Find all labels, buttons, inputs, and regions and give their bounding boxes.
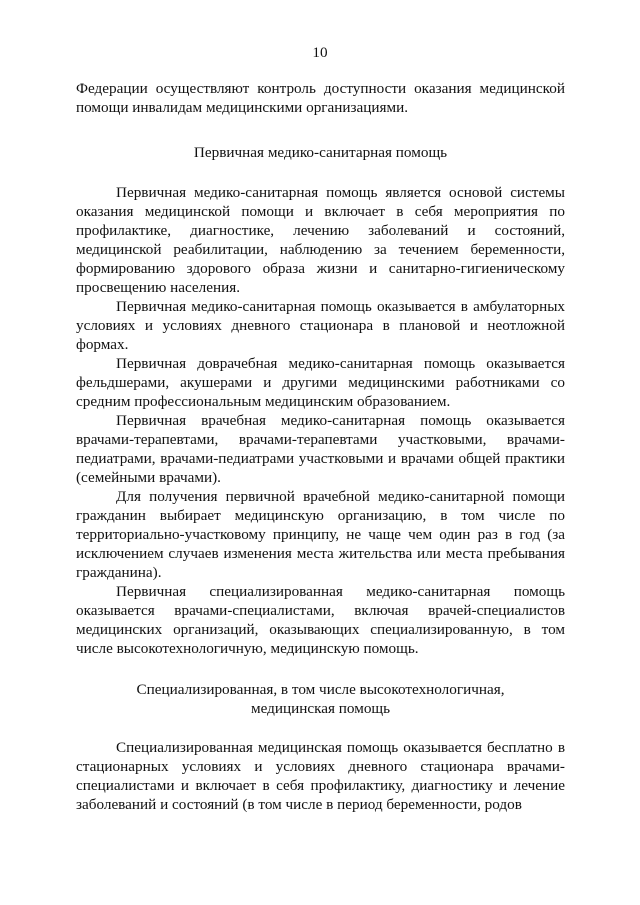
document-body — [76, 79, 565, 814]
paragraph-specialized-primary-care: Первичная специализированная медико-санитарная помощь оказывается врачами-специалистами, включая врачей-специалистов медицинских организаций, оказывающих специализированную, в том числе высокотехнологичную, медицинскую помощь. — [76, 583, 565, 657]
section-heading-specialized-line2: медицинская помощь — [250, 700, 391, 717]
page-number: 10 — [312, 44, 328, 61]
paragraph-primary-definition: Первичная медико-санитарная помощь является основой системы оказания медицинской помощи и включает в себя мероприятия по профилактике, диагностике, лечению заболеваний и состояний, медицинской реабилитации, наблюдению за течением беременности, формированию здорового образа жизни и санитарно-гигиеническому просвещению населения. — [76, 184, 565, 296]
paragraph-primary-conditions: Первичная медико-санитарная помощь оказывается в амбулаторных условиях и условиях дневного стационара в плановой и неотложной формах. — [76, 298, 565, 353]
intro-paragraph: Федерации осуществляют контроль доступности оказания медицинской помощи инвалидам медицинскими организациями. — [76, 80, 565, 116]
paragraph-specialized-definition: Специализированная медицинская помощь оказывается бесплатно в стационарных условиях и условиях дневного стационара врачами-специалистами и включает в себя профилактику, диагностику и лечение заболеваний и состояний (в том числе в период беременности, родов — [76, 739, 565, 813]
paragraph-pre-physician-care: Первичная доврачебная медико-санитарная помощь оказывается фельдшерами, акушерами и другими медицинскими работниками со средним профессиональным медицинским образованием. — [76, 355, 565, 410]
paragraph-physician-care: Первичная врачебная медико-санитарная помощь оказывается врачами-терапевтами, врачами-терапевтами участковыми, врачами-педиатрами, врачами-педиатрами участковыми и врачами общей практики (семейными врачами). — [76, 412, 565, 486]
paragraph-organization-choice: Для получения первичной врачебной медико-санитарной помощи гражданин выбирает медицинскую организацию, в том числе по территориально-участковому принципу, не чаще чем один раз в год (за исключением случаев изменения места жительства или места пребывания гражданина). — [76, 488, 565, 581]
section-heading-specialized-line1: Специализированная, в том числе высокотехнологичная, — [136, 681, 505, 698]
section-heading-specialized-care — [76, 680, 565, 718]
section-heading-primary-care: Первичная медико-санитарная помощь — [193, 144, 448, 161]
